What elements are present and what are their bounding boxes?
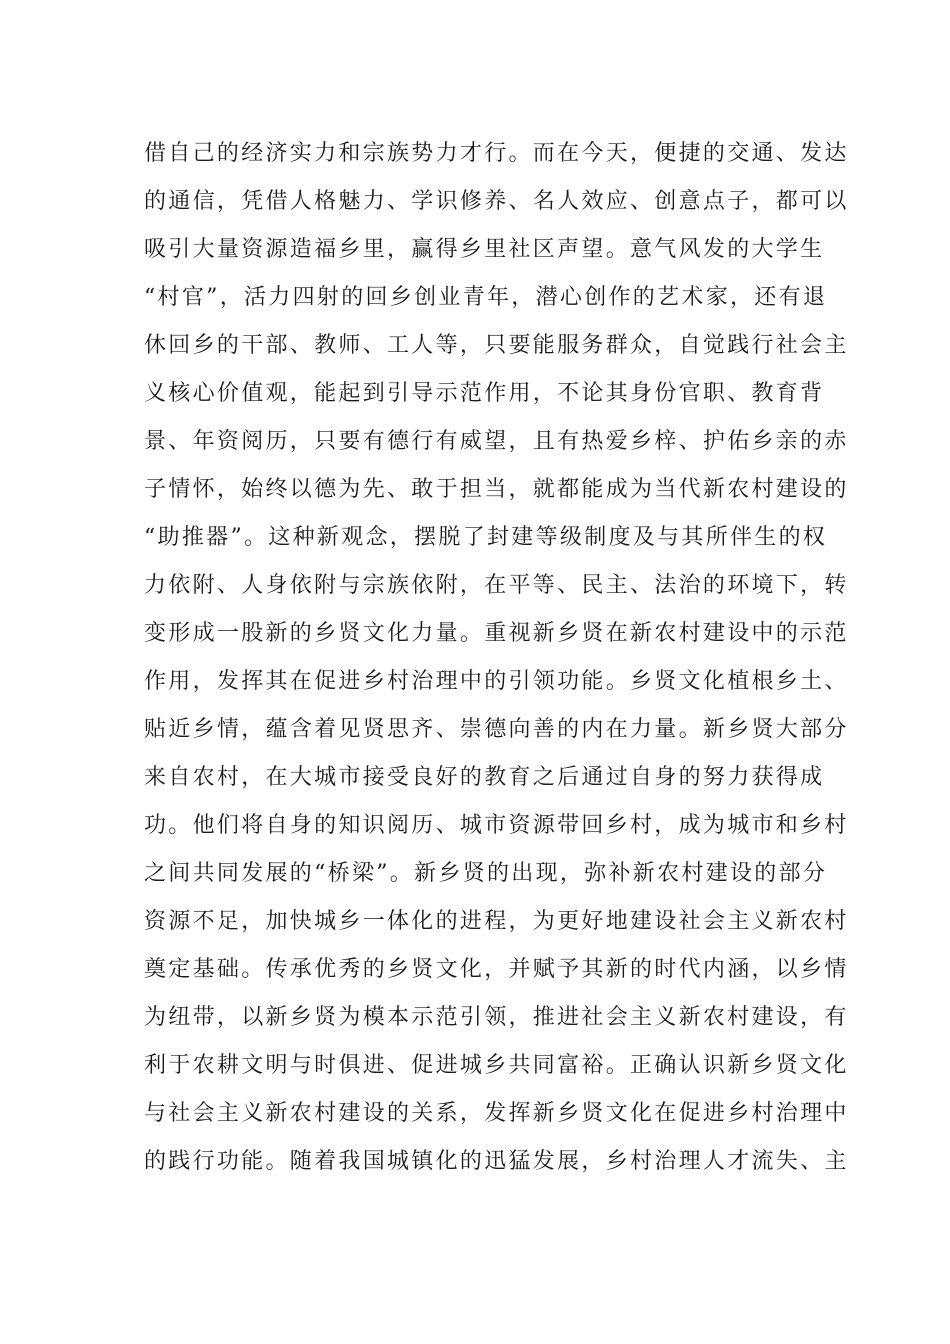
text-line: 来自农村，在大城市接受良好的教育之后通过自身的努力获得成 bbox=[144, 765, 825, 790]
text-line: 为纽带，以新乡贤为模本示范引领，推进社会主义新农村建设，有 bbox=[144, 1005, 849, 1030]
text-line: 奠定基础。传承优秀的乡贤文化，并赋予其新的时代内涵，以乡情 bbox=[144, 957, 849, 982]
text-line: 景、年资阅历，只要有德行有威望，且有热爱乡梓、护佑乡亲的赤 bbox=[144, 429, 849, 454]
text-line: 功。他们将自身的知识阅历、城市资源带回乡村，成为城市和乡村 bbox=[144, 813, 849, 838]
text-line: 资源不足，加快城乡一体化的进程，为更好地建设社会主义新农村 bbox=[144, 909, 849, 934]
body-text bbox=[144, 130, 849, 1186]
text-line: 利于农耕文明与时俱进、促进城乡共同富裕。正确认识新乡贤文化 bbox=[144, 1053, 849, 1078]
text-line: 变形成一股新的乡贤文化力量。重视新乡贤在新农村建设中的示范 bbox=[144, 621, 849, 646]
text-line: 的践行功能。随着我国城镇化的迅猛发展，乡村治理人才流失、主 bbox=[144, 1149, 849, 1174]
text-line: 之间共同发展的“桥梁”。新乡贤的出现，弥补新农村建设的部分 bbox=[144, 861, 828, 886]
text-line: 借自己的经济实力和宗族势力才行。而在今天，便捷的交通、发达 bbox=[144, 141, 849, 166]
text-line: 作用，发挥其在促进乡村治理中的引领功能。乡贤文化植根乡土、 bbox=[144, 669, 849, 694]
text-line: 与社会主义新农村建设的关系，发挥新乡贤文化在促进乡村治理中 bbox=[144, 1101, 849, 1126]
text-line: 的通信，凭借人格魅力、学识修养、名人效应、创意点子，都可以 bbox=[144, 189, 849, 214]
text-line: “村官”，活力四射的回乡创业青年，潜心创作的艺术家，还有退 bbox=[144, 285, 828, 310]
text-line: “助推器”。这种新观念，摆脱了封建等级制度及与其所伴生的权 bbox=[144, 525, 828, 550]
text-line: 贴近乡情，蕴含着见贤思齐、崇德向善的内在力量。新乡贤大部分 bbox=[144, 717, 849, 742]
text-line: 子情怀，始终以德为先、敢于担当，就都能成为当代新农村建设的 bbox=[144, 477, 849, 502]
text-line: 休回乡的干部、教师、工人等，只要能服务群众，自觉践行社会主 bbox=[144, 333, 849, 358]
text-line: 力依附、人身依附与宗族依附，在平等、民主、法治的环境下，转 bbox=[144, 573, 849, 598]
text-line: 吸引大量资源造福乡里，赢得乡里社区声望。意气风发的大学生 bbox=[144, 237, 825, 262]
text-line: 义核心价值观，能起到引导示范作用，不论其身份官职、教育背 bbox=[144, 381, 825, 406]
